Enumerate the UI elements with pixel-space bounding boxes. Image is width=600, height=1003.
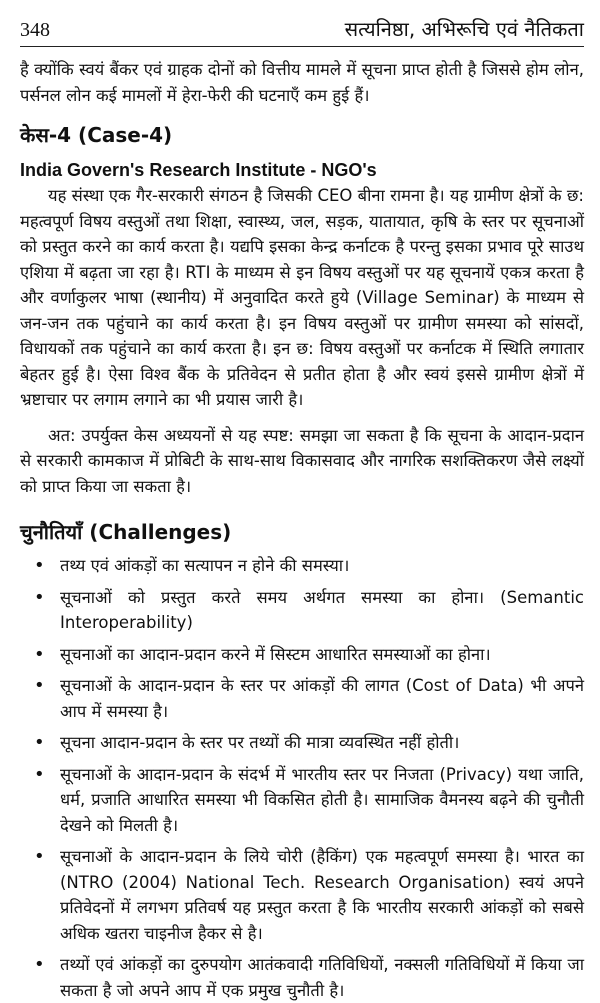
intro-paragraph: है क्योंकि स्वयं बैंकर एवं ग्राहक दोनों को वित्तीय मामले में सूचना प्राप्त होती है जिससे होम लोन, पर्सनल लोन कई मामलों में हेरा-फेरी की घटनाएँ कम हुई हैं। bbox=[20, 60, 584, 105]
challenge-item bbox=[20, 673, 584, 724]
case-heading: केस-4 (Case-4) bbox=[20, 123, 173, 147]
challenge-item bbox=[20, 762, 584, 839]
challenge-text: तथ्य एवं आंकड़ों का सत्यापन न होने की समस्या। bbox=[60, 556, 350, 575]
challenge-text: सूचनाओं को प्रस्तुत करते समय अर्थगत समस्या का होना। (Semantic Interoperability) bbox=[60, 587, 584, 632]
bullet-icon: • bbox=[34, 763, 45, 785]
bullet-icon: • bbox=[34, 555, 45, 576]
running-head: सत्यनिष्ठा, अभिरूचि एवं नैतिकता bbox=[344, 17, 584, 41]
challenge-text: सूचनाओं के आदान-प्रदान के संदर्भ में भारतीय स्तर पर निजता (Privacy) यथा जाति, धर्म, प्रजाति आधारित समस्या भी विकसित होती है। सामाजिक वैमनस्य बढ़ने की चुनौती देखने को मिलती है। bbox=[60, 764, 584, 835]
challenge-item bbox=[20, 585, 584, 636]
challenge-item bbox=[20, 642, 584, 668]
challenge-text: तथ्यों एवं आंकड़ों का दुरुपयोग आतंकवादी गतिविधियों, नक्सली गतिविधियों में किया जा सकता है जो अपने आप में एक प्रमुख चुनौती है। bbox=[60, 955, 584, 1000]
challenges-list bbox=[20, 553, 584, 1003]
bullet-icon: • bbox=[34, 732, 45, 753]
bullet-icon: • bbox=[34, 846, 45, 867]
challenge-item bbox=[20, 952, 584, 1003]
challenge-text: सूचनाओं के आदान-प्रदान के स्तर पर आंकड़ों की लागत (Cost of Data) भी अपने आप में समस्या है। bbox=[60, 676, 584, 721]
page-content bbox=[20, 57, 584, 1003]
challenge-text: सूचनाओं का आदान-प्रदान करने में सिस्टम आधारित समस्याओं का होना। bbox=[60, 644, 491, 664]
challenges-heading: चुनौतियाँ (Challenges) bbox=[20, 520, 232, 544]
bullet-icon: • bbox=[34, 675, 45, 696]
case-paragraph: यह संस्था एक गैर-सरकारी संगठन है जिसकी CEO बीना रामना है। यह ग्रामीण क्षेत्रों के छ: महत्वपूर्ण विषय वस्तुओं तथा शिक्षा, स्वास्थ्य, जल, सड़क, यातायात, कृषि के स्तर पर सूचनाओं को प्रस्तुत करने का कार्य करता है। यद्यपि इसका केन्द्र कर्नाटक है परन्तु इसका प्रभाव पूरे साउथ एशिया में बढ़ता जा रहा है। RTI के माध्यम से इन विषय वस्तुओं पर यह सूचनायें एकत्र करता है और वर्णाकुलर भाषा (स्थानीय) में अनुवादित करते हुये (Village Seminar) के माध्यम से जन-जन तक पहुंचाने का कार्य करता है। इन विषय वस्तुओं पर ग्रामीण समस्या को सांसदों, विधायकों तक पहुंचाने का कार्य करता है। इन छ: विषय वस्तुओं पर कर्नाटक में स्थिति लगातार बेहतर हुई है। ऐसा विश्व बैंक के प्रतिवेदन से प्रतीत होता है और स्वयं इससे ग्रामीण क्षेत्रों में भ्रष्टाचार पर लगाम लगाने का भी प्रयास जारी है। bbox=[20, 186, 584, 409]
bullet-icon: • bbox=[34, 954, 45, 975]
challenge-item bbox=[20, 844, 584, 946]
challenge-text: सूचना आदान-प्रदान के स्तर पर तथ्यों की मात्रा व्यवस्थित नहीं होती। bbox=[60, 733, 460, 752]
challenge-item bbox=[20, 730, 584, 756]
case-subheading: India Govern's Research Institute - NGO's bbox=[20, 160, 377, 180]
challenge-item bbox=[20, 553, 584, 579]
challenge-text: सूचनाओं के आदान-प्रदान के लिये चोरी (हैकिंग) एक महत्वपूर्ण समस्या है। भारत का (NTRO (2004) National Tech. Research Organisation) स्वयं अपने प्रतिवेदनों में लगभग प्रतिवर्ष यह प्रस्तुत करता है कि भारतीय सरकारी आंकड़ों को सबसे अधिक खतरा चाइनीज हैकर से है। bbox=[60, 847, 584, 943]
book-page bbox=[20, 10, 584, 1003]
bullet-icon: • bbox=[34, 586, 45, 608]
conclusion-paragraph: अत: उपर्युक्त केस अध्ययनों से यह स्पष्ट: समझा जा सकता है कि सूचना के आदान-प्रदान से सरकारी कामकाज में प्रोबिटी के साथ-साथ विकासवाद और नागरिक सशक्तिकरण जैसे लक्ष्यों को प्राप्त किया जा सकता है। bbox=[20, 425, 584, 496]
page-header bbox=[20, 10, 584, 47]
page-number: 348 bbox=[20, 19, 50, 41]
bullet-icon: • bbox=[34, 643, 45, 665]
